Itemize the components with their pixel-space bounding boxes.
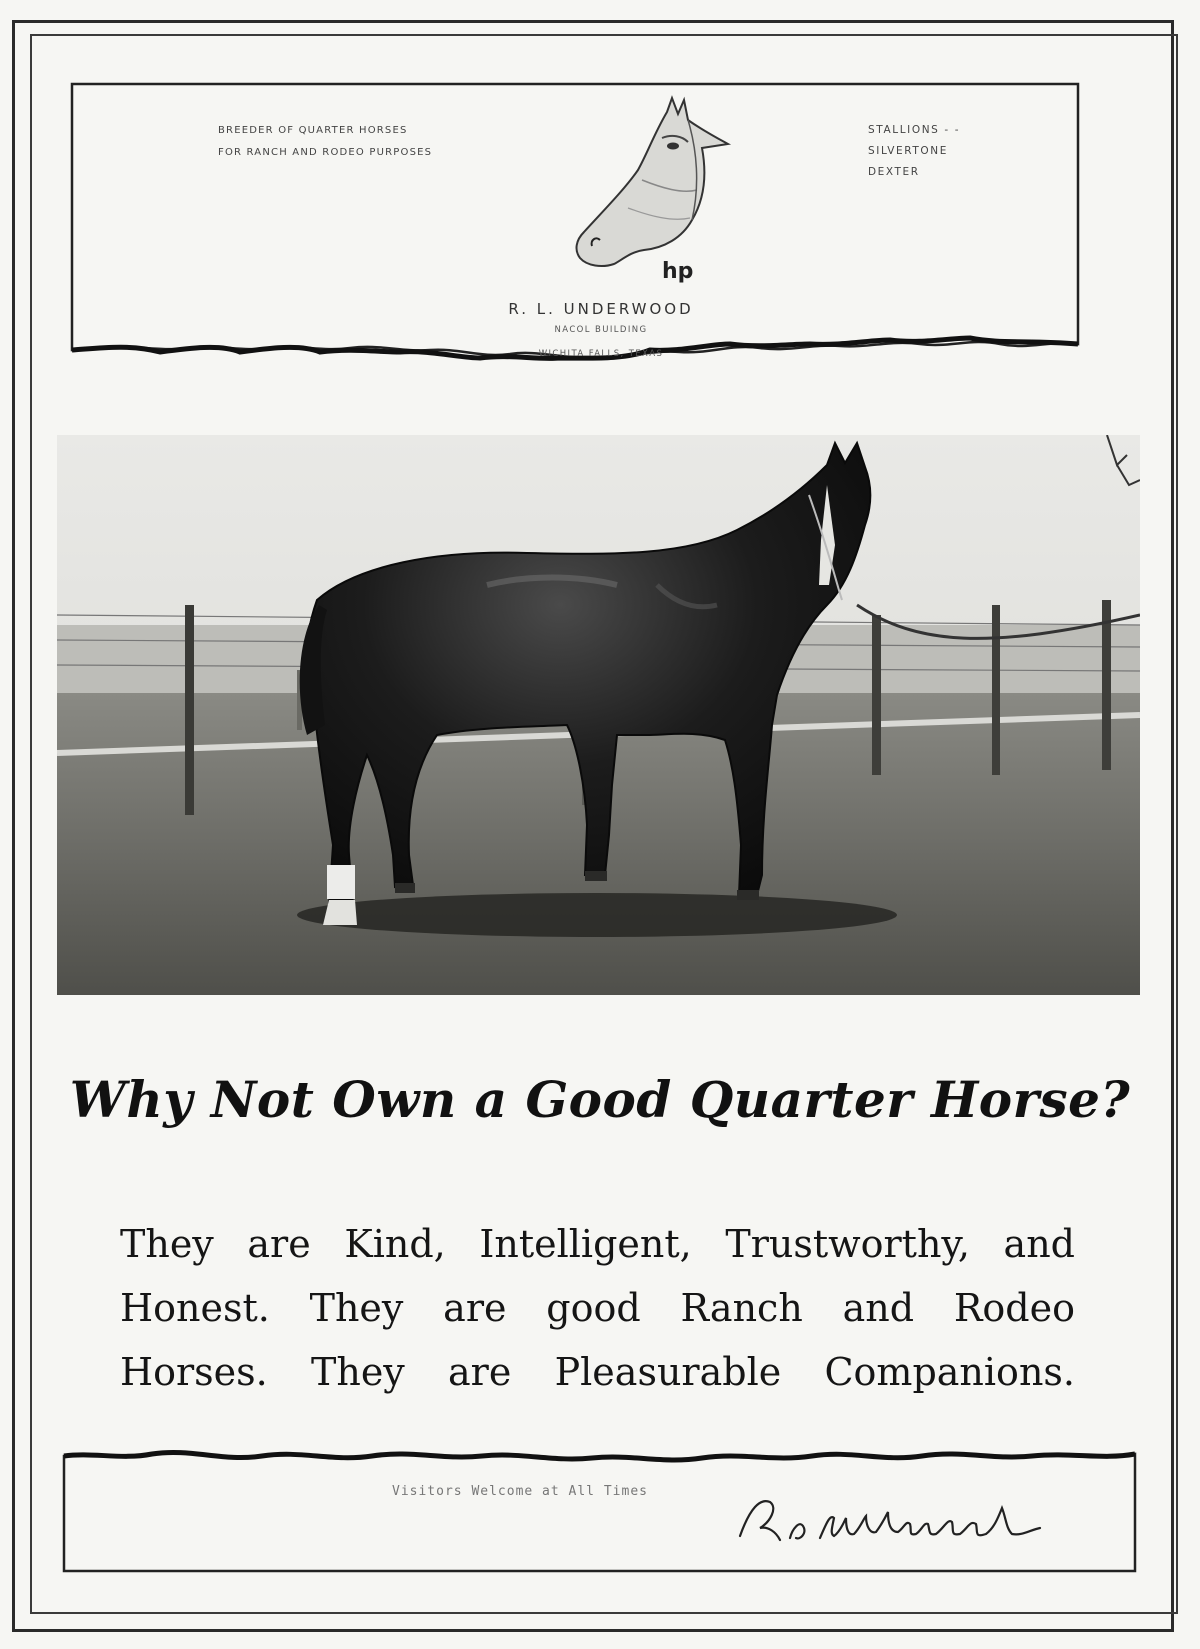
city-address: WICHITA FALLS, TEXAS: [538, 349, 664, 359]
owner-name: R. L. UNDERWOOD: [508, 300, 694, 318]
body-line-2: Honest. They are good Ranch and Rodeo: [120, 1286, 1075, 1330]
brand-mark-icon: hp: [662, 259, 694, 284]
headline: Why Not Own a Good Quarter Horse?: [69, 1070, 1131, 1129]
breeder-line-1: BREEDER OF QUARTER HORSES: [218, 125, 408, 136]
signature: [730, 1488, 1090, 1548]
letterhead: [70, 82, 1132, 382]
body-line-3: Horses. They are Pleasurable Companions.: [120, 1350, 1075, 1394]
breeder-description: [218, 120, 432, 164]
breeder-line-2: FOR RANCH AND RODEO PURPOSES: [218, 147, 433, 158]
building-address: NACOL BUILDING: [554, 325, 648, 335]
stallion-silvertone: SILVERTONE: [868, 145, 948, 157]
body-copy: [120, 1212, 1075, 1404]
horse-photograph: [57, 435, 1140, 995]
stallions-list: [868, 120, 960, 183]
visitors-note: Visitors Welcome at All Times: [392, 1484, 648, 1499]
horse-head-logo: [532, 90, 822, 290]
body-line-1: They are Kind, Intelligent, Trustworthy, and: [120, 1222, 1075, 1266]
stallion-dexter: DEXTER: [868, 166, 920, 178]
stallions-heading: STALLIONS - -: [868, 124, 961, 136]
